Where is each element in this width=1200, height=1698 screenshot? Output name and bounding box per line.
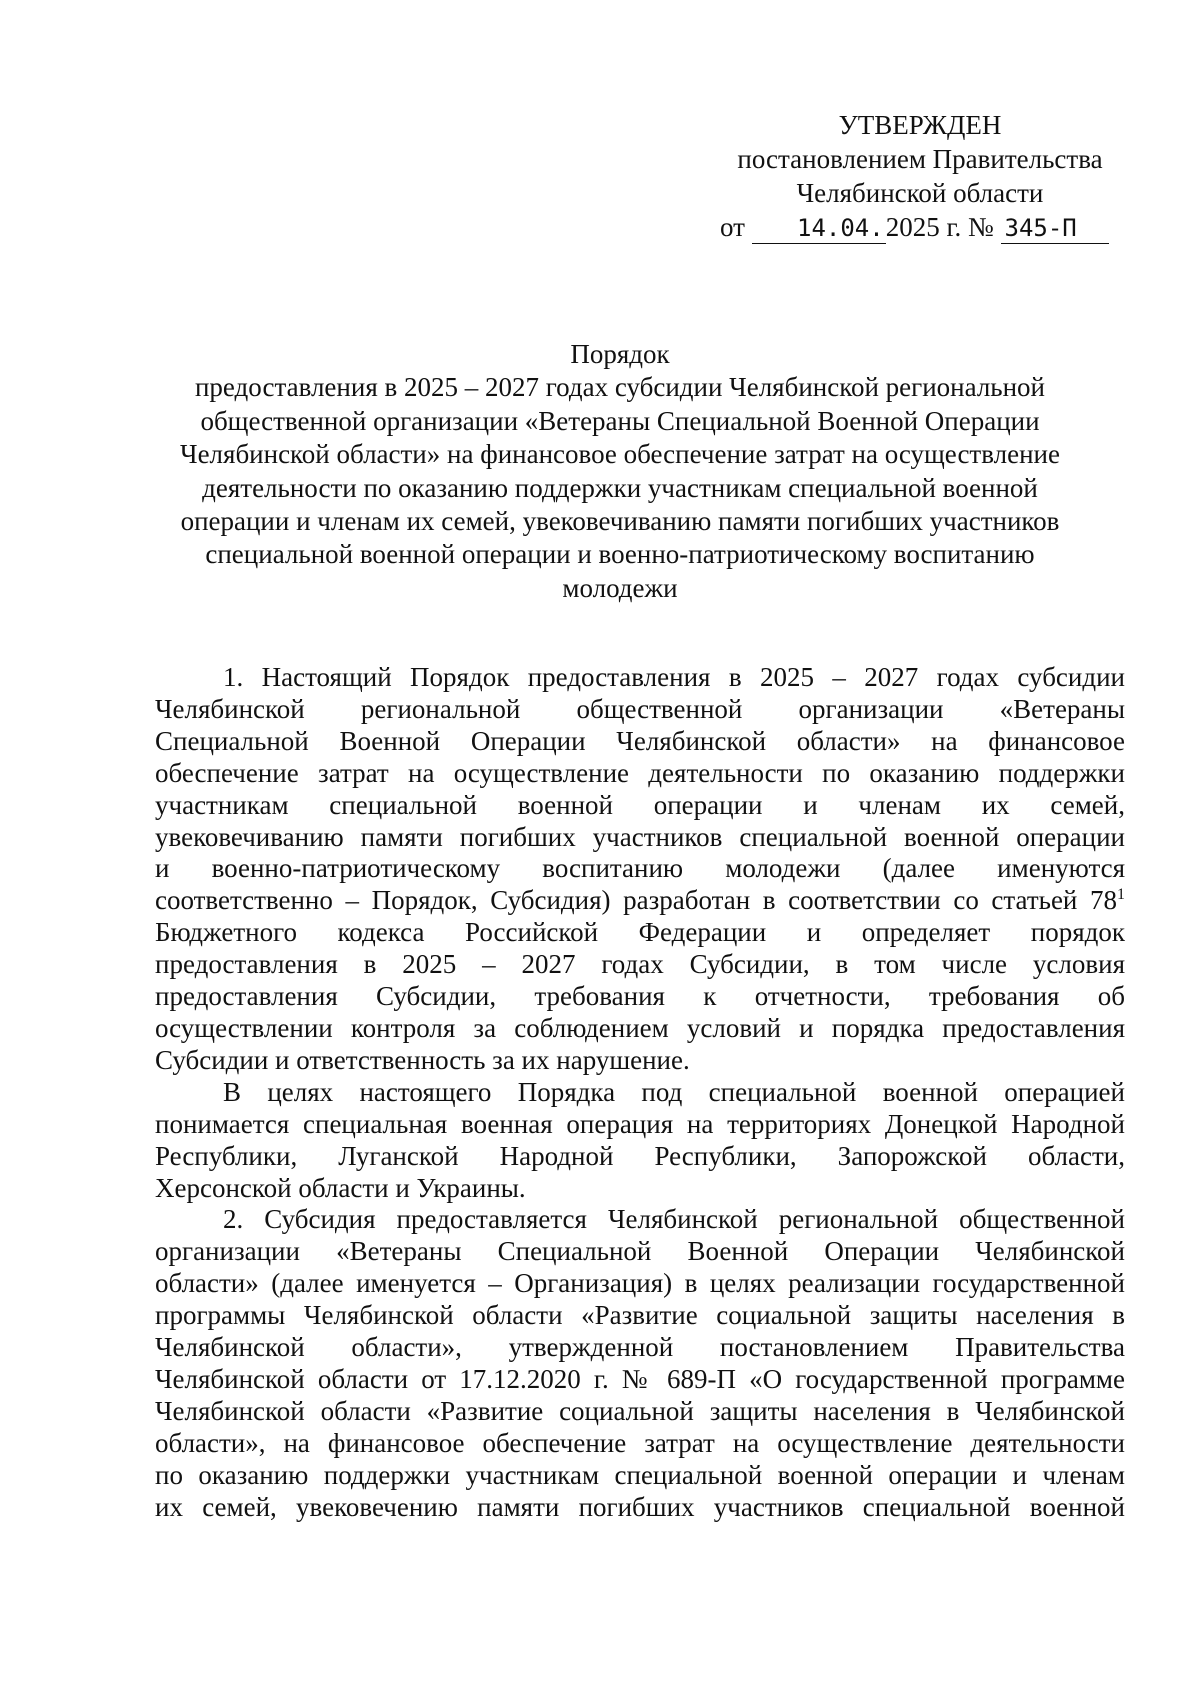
approval-reference [720, 210, 1120, 244]
document-body [155, 662, 1125, 1523]
paragraph-1-line: обеспечение затрат на осуществление деятельности по оказанию поддержки [155, 757, 1125, 788]
article-superscript: 1 [1117, 886, 1125, 904]
paragraph-1-line: увековечиванию памяти погибших участников специальной военной операции [155, 821, 1125, 852]
decree-year: 2025 г. № [885, 212, 994, 242]
title-line: специальной военной операции и военно-патриотическому воспитанию [205, 539, 1035, 570]
title-line: Порядок [570, 339, 670, 369]
decree-date: 14.04. [752, 213, 886, 244]
paragraph-3-line: области», на финансовое обеспечение затрат на осуществление деятельности [155, 1427, 1125, 1458]
approval-stamp [720, 108, 1120, 244]
title-line: предоставления в 2025 – 2027 годах субсидии Челябинской региональной [194, 372, 1046, 403]
paragraph-1-line: Челябинской региональной общественной организации «Ветераны [155, 693, 1125, 724]
paragraph-2-line: Республики, Луганской Народной Республики, Запорожской области, [155, 1140, 1125, 1171]
paragraph-3-line: по оказанию поддержки участникам специальной военной операции и членам [155, 1459, 1125, 1490]
paragraph-3-line: Челябинской области от 17.12.2020 г. № 689-П «О государственной программе [155, 1363, 1125, 1394]
title-line: деятельности по оказанию поддержки участникам специальной военной [202, 472, 1038, 503]
paragraph-1-line-text: соответственно – Порядок, Субсидия) разработан в соответствии со статьей 78 [155, 885, 1117, 916]
title-line: операции и членам их семей, увековечиванию памяти погибших участников [180, 506, 1060, 537]
paragraph-3-line: Челябинской области», утвержденной постановлением Правительства [155, 1332, 1125, 1363]
paragraph-3-line: программы Челябинской области «Развитие социальной защиты населения в [155, 1300, 1125, 1331]
paragraph-1-line-with-sup [155, 885, 1125, 917]
approval-line-1: постановлением Правительства [737, 144, 1103, 174]
title-line: общественной организации «Ветераны Специальной Военной Операции [200, 405, 1040, 436]
paragraph-2-line: В целях настоящего Порядка под специальной военной операцией [223, 1076, 1125, 1107]
paragraph-3-line: организации «Ветераны Специальной Военной Операции Челябинской [155, 1236, 1125, 1267]
paragraph-3-line: области» (далее именуется – Организация) в целях реализации государственной [155, 1268, 1125, 1299]
paragraph-2-line: Херсонской области и Украины. [155, 1172, 526, 1203]
title-line: Челябинской области» на финансовое обеспечение затрат на осуществление [180, 439, 1060, 470]
decree-number: 345-П [1001, 213, 1109, 244]
paragraph-3-line: Челябинской области «Развитие социальной защиты населения в Челябинской [155, 1395, 1125, 1426]
paragraph-1-line: Бюджетного кодекса Российской Федерации и определяет порядок [155, 917, 1125, 948]
paragraph-1-line: и военно-патриотическому воспитанию молодежи (далее именуются [155, 853, 1125, 884]
paragraph-1-line: участникам специальной военной операции и членам их семей, [155, 789, 1125, 820]
paragraph-3-line: 2. Субсидия предоставляется Челябинской региональной общественной [223, 1204, 1125, 1235]
title-line: молодежи [562, 572, 678, 603]
approval-title: УТВЕРЖДЕН [838, 110, 1002, 140]
document-title [160, 338, 1080, 605]
paragraph-1-line: осуществлении контроля за соблюдением условий и порядка предоставления [155, 1012, 1125, 1043]
paragraph-1-line: Специальной Военной Операции Челябинской области» на финансовое [155, 725, 1125, 756]
paragraph-1-line: 1. Настоящий Порядок предоставления в 2025 – 2027 годах субсидии [223, 662, 1125, 692]
paragraph-1-line: Субсидии и ответственность за их нарушение. [155, 1044, 690, 1075]
paragraph-1-line: предоставления Субсидии, требования к отчетности, требования об [155, 981, 1125, 1012]
approval-line-2: Челябинской области [796, 178, 1044, 208]
paragraph-2-line: понимается специальная военная операция на территориях Донецкой Народной [155, 1108, 1125, 1139]
paragraph-1-line: предоставления в 2025 – 2027 годах Субсидии, в том числе условия [155, 949, 1125, 980]
paragraph-3-line: их семей, увековечению памяти погибших участников специальной военной [155, 1491, 1125, 1522]
from-label: от [720, 212, 745, 242]
